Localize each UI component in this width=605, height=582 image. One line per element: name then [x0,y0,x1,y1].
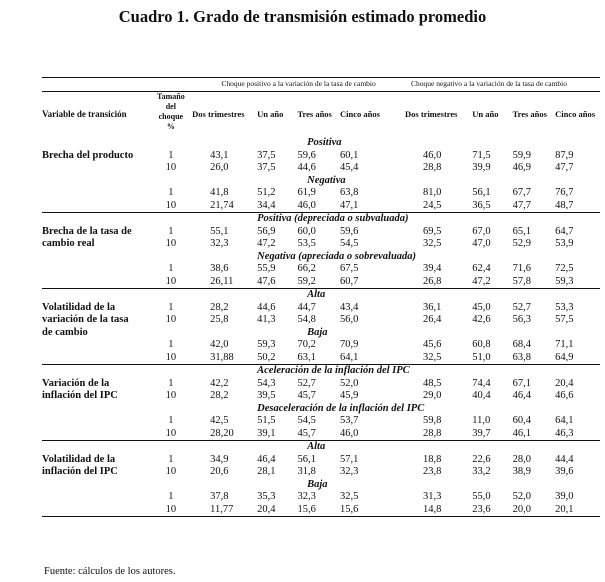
variable-name: Volatilidad de la [42,453,116,465]
spacer-cell [150,441,193,454]
value-cell: 68,4 [512,339,531,350]
value-cell: 47,1 [340,200,405,213]
value-cell: 26,0 [210,162,229,173]
value-cell: 31,8 [297,466,316,477]
value-cell: 60,4 [512,415,531,426]
value-cell: 51,2 [257,187,276,198]
value-cell: 36,1 [423,301,442,313]
header-variable: Variable de transición [42,91,150,137]
value-cell: 28,20 [192,428,257,441]
spacer-cell [150,213,193,226]
variable-name: cambio real [42,238,95,249]
regime-label-row [42,403,600,416]
value-cell: 81,0 [423,187,442,198]
value-cell: 15,6 [340,504,405,517]
table-row [42,226,600,239]
spacer-cell [192,441,257,454]
variable-name: Brecha de la tasa de [42,225,132,237]
value-cell: 64,1 [340,352,405,365]
regime-label: Baja [307,478,328,490]
value-cell: 45,0 [472,301,491,313]
variable-name: de cambio [42,326,88,338]
variable-name: Variación de la [42,377,110,389]
value-cell: 44,7 [297,301,316,313]
value-cell: 37,8 [210,491,229,502]
value-cell: 39,0 [555,491,574,502]
value-cell: 50,2 [257,352,297,365]
header-shock-size [150,91,193,137]
value-cell: 25,8 [210,314,229,325]
table-row [42,263,600,276]
value-cell: 60,0 [297,225,316,237]
value-cell: 66,2 [297,263,316,274]
regime-label: Positiva [307,137,342,148]
shock-size: 10 [150,276,193,289]
header-col: Dos trimestres [192,91,257,137]
spacer-cell [42,137,150,150]
value-cell: 46,9 [512,162,531,173]
regime-label: Aceleración de la inflación del IPC [257,365,600,378]
value-cell: 45,6 [423,339,442,350]
value-cell: 52,0 [512,491,531,502]
variable-name-cell [42,352,150,365]
table-row [42,314,600,327]
value-cell: 76,7 [555,187,574,198]
value-cell: 64,1 [555,415,574,426]
column-header-row [42,91,600,137]
value-cell: 52,7 [297,377,316,389]
value-cell: 60,7 [340,276,405,289]
value-cell: 20,1 [555,504,600,517]
variable-name-cell [42,162,150,175]
value-cell: 26,11 [192,276,257,289]
spacer-cell [150,327,193,340]
value-cell: 43,4 [340,301,359,313]
value-cell: 47,0 [472,238,491,249]
value-cell: 70,2 [297,339,316,350]
spacer-cell [192,479,257,492]
value-cell: 39,5 [257,390,276,401]
shock-size: 1 [168,453,174,465]
value-cell: 46,0 [340,428,405,441]
value-cell: 43,1 [210,149,229,161]
shock-size: 1 [168,187,174,198]
value-cell: 23,6 [472,504,512,517]
value-cell: 38,6 [210,263,229,274]
value-cell: 54,3 [257,377,276,389]
value-cell: 61,9 [297,187,316,198]
header-col: Cinco años [340,91,405,137]
table-row [42,491,600,504]
regime-label-row [42,137,600,150]
value-cell: 53,9 [555,238,574,249]
table-row [42,428,600,441]
value-cell: 39,4 [423,263,442,274]
value-cell: 46,3 [555,428,600,441]
regime-label-row [42,365,600,378]
variable-name-cell [42,491,150,504]
value-cell: 32,3 [340,466,359,477]
value-cell: 63,1 [297,352,340,365]
spacer-cell [192,213,257,226]
value-cell: 42,2 [210,377,229,389]
value-cell: 56,3 [512,314,531,325]
value-cell: 56,9 [257,225,276,237]
variable-name: Volatilidad de la [42,301,116,313]
table-row [42,302,600,315]
value-cell: 52,9 [512,238,531,249]
table-row [42,504,600,517]
value-cell: 54,5 [297,415,316,426]
table-row [42,150,600,163]
value-cell: 23,8 [423,466,442,477]
value-cell: 64,9 [555,352,600,365]
value-cell: 40,4 [472,390,491,401]
spacer-cell [42,479,150,492]
value-cell: 20,6 [210,466,229,477]
value-cell: 45,9 [340,390,359,401]
spacer-cell [42,403,150,416]
variable-name-cell [42,263,150,276]
shock-size: 10 [165,162,177,173]
spacer-cell [192,137,257,150]
variable-name-cell [42,200,150,213]
value-cell: 39,9 [472,162,491,173]
spacer-cell [42,251,150,264]
variable-name: inflación del IPC [42,466,118,477]
header-size-line: % [166,121,175,131]
spacer-cell [42,289,150,302]
value-cell: 51,5 [257,415,276,426]
value-cell: 52,7 [512,301,531,313]
regime-label-row [42,441,600,454]
value-cell: 11,77 [192,504,257,517]
value-cell: 57,5 [555,314,574,325]
header-size-line: Tamaño [156,91,185,101]
spacer-cell [42,213,150,226]
value-cell: 59,3 [257,339,276,350]
spacer-cell [192,403,257,416]
shock-size: 1 [168,301,174,313]
value-cell: 57,1 [340,453,359,465]
value-cell: 71,5 [472,149,491,161]
value-cell: 24,5 [405,200,472,213]
regime-label: Positiva (depreciada o subvaluada) [257,213,600,226]
value-cell: 59,9 [512,149,531,161]
value-cell: 87,9 [555,149,574,161]
header-col: Tres años [513,91,556,137]
value-cell: 59,3 [555,276,600,289]
spacer-cell [150,289,193,302]
table-row [42,238,600,251]
value-cell: 11,0 [472,415,491,426]
value-cell: 20,4 [555,377,574,389]
value-cell: 62,4 [472,263,491,274]
value-cell: 64,7 [555,225,574,237]
shock-size: 1 [168,339,174,350]
header-col: Tres años [297,91,340,137]
value-cell: 72,5 [555,263,574,274]
value-cell: 71,1 [555,339,574,350]
regime-label: Alta [257,441,600,454]
value-cell: 33,2 [472,466,491,477]
value-cell: 37,5 [257,149,276,161]
value-cell: 20,0 [513,504,556,517]
shock-size: 1 [168,415,174,426]
regime-label: Desaceleración de la inflación del IPC [257,402,425,414]
spacer-cell [192,175,257,188]
value-cell: 39,6 [555,466,574,477]
shock-size: 10 [165,390,177,401]
value-cell: 53,7 [340,415,359,426]
shock-size: 10 [150,428,193,441]
value-cell: 41,8 [210,187,229,198]
spacer-cell [150,175,193,188]
value-cell: 46,0 [297,200,340,213]
regime-label: Alta [257,289,600,302]
variable-name-cell [42,339,150,352]
table-row [42,187,600,200]
value-cell: 63,8 [340,187,359,198]
table-row [42,200,600,213]
regime-label-row [42,479,600,492]
value-cell: 70,9 [340,339,359,350]
value-cell: 56,1 [297,453,316,465]
table-row [42,466,600,479]
variable-name-cell [42,428,150,441]
value-cell: 34,4 [257,200,297,213]
regime-label: Baja [307,326,328,338]
shock-size: 10 [165,466,177,477]
spacer-cell [42,441,150,454]
value-cell: 14,8 [405,504,472,517]
value-cell: 42,6 [472,314,491,325]
regime-label: Negativa (apreciada o sobrevaluada) [257,250,417,262]
value-cell: 55,1 [210,225,229,237]
value-cell: 45,7 [297,428,340,441]
shock-size: 10 [165,314,177,325]
value-cell: 47,7 [513,200,556,213]
variable-name: inflación del IPC [42,390,118,401]
value-cell: 18,8 [423,453,442,465]
spacer-cell [192,365,257,378]
value-cell: 28,8 [423,162,442,173]
variable-name: Brecha del producto [42,149,134,161]
value-cell: 60,8 [472,339,491,350]
value-cell: 35,3 [257,491,276,502]
value-cell: 28,2 [210,390,229,401]
table-title: Cuadro 1. Grado de transmisión estimado promedio [118,7,487,26]
header-col: Dos trimestres [405,91,472,137]
table-row [42,454,600,467]
value-cell: 37,5 [257,162,276,173]
regime-label-row [42,289,600,302]
value-cell: 46,4 [512,390,531,401]
value-cell: 47,6 [257,276,297,289]
variable-name-cell [42,187,150,200]
value-cell: 45,7 [297,390,316,401]
group-header-negative: Choque negativo a la variación de la tasa de cambio [405,78,600,92]
value-cell: 56,1 [472,187,491,198]
value-cell: 22,6 [472,453,491,465]
table-row [42,352,600,365]
value-cell: 46,6 [555,390,574,401]
shock-size: 10 [150,504,193,517]
value-cell: 46,4 [257,453,276,465]
table-row [42,390,600,403]
spacer-cell [150,479,193,492]
variable-name: variación de la tasa [42,314,129,325]
value-cell: 46,1 [513,428,556,441]
regime-label: Negativa [307,174,346,186]
shock-size: 1 [168,149,174,161]
value-cell: 47,2 [257,238,276,249]
shock-size: 1 [168,377,174,389]
value-cell: 55,0 [472,491,491,502]
regime-label-row [42,213,600,226]
value-cell: 54,5 [340,238,359,249]
value-cell: 28,1 [257,466,276,477]
header-col: Un año [257,91,297,137]
spacer-cell [192,327,257,340]
value-cell: 38,9 [512,466,531,477]
table-row [42,378,600,391]
value-cell: 45,4 [340,162,359,173]
value-cell: 67,5 [340,263,359,274]
value-cell: 51,0 [472,352,512,365]
value-cell: 59,2 [297,276,340,289]
source-note: Fuente: cálculos de los autores. [44,566,176,577]
value-cell: 21,74 [192,200,257,213]
value-cell: 32,5 [423,238,442,249]
value-cell: 34,9 [210,453,229,465]
value-cell: 59,6 [297,149,316,161]
value-cell: 54,8 [297,314,316,325]
value-cell: 67,7 [512,187,531,198]
header-col: Cinco años [555,91,600,137]
value-cell: 26,8 [405,276,472,289]
value-cell: 67,1 [512,377,531,389]
value-cell: 57,8 [513,276,556,289]
table-row [42,339,600,352]
variable-name-cell [42,276,150,289]
value-cell: 32,5 [405,352,472,365]
spacer-cell [150,251,193,264]
shock-size: 1 [168,491,174,502]
value-cell: 31,3 [423,491,442,502]
value-cell: 56,0 [340,314,359,325]
value-cell: 32,3 [297,491,316,502]
shock-size: 1 [168,225,174,237]
value-cell: 28,2 [210,301,229,313]
variable-name-cell [42,504,150,517]
table-row [42,415,600,428]
value-cell: 28,0 [512,453,531,465]
regime-label-row [42,327,600,340]
spacer-cell [150,365,193,378]
table-row [42,276,600,289]
spacer-cell [192,289,257,302]
regime-label-row [42,175,600,188]
value-cell: 26,4 [423,314,442,325]
header-col: Un año [472,91,512,137]
spacer-cell [150,403,193,416]
value-cell: 28,8 [405,428,472,441]
value-cell: 63,8 [513,352,556,365]
value-cell: 42,5 [210,415,229,426]
transmission-table [42,77,600,517]
value-cell: 15,6 [297,504,340,517]
value-cell: 52,0 [340,377,359,389]
value-cell: 31,88 [192,352,257,365]
value-cell: 60,1 [340,149,359,161]
value-cell: 48,5 [423,377,442,389]
group-header-row [42,78,600,92]
value-cell: 59,8 [423,415,442,426]
spacer-cell [150,137,193,150]
value-cell: 39,7 [472,428,512,441]
value-cell: 53,3 [555,301,574,313]
value-cell: 65,1 [512,225,531,237]
value-cell: 20,4 [257,504,297,517]
group-header-positive: Choque positivo a la variación de la tasa de cambio [192,78,405,92]
value-cell: 47,7 [555,162,574,173]
value-cell: 47,2 [472,276,512,289]
variable-name-cell [42,415,150,428]
value-cell: 32,3 [210,238,229,249]
shock-size: 10 [165,238,177,249]
value-cell: 59,6 [340,225,359,237]
header-size-line: del [165,101,176,111]
value-cell: 32,5 [340,491,359,502]
spacer-cell [42,365,150,378]
value-cell: 46,0 [423,149,442,161]
value-cell: 42,0 [210,339,229,350]
spacer-cell [192,251,257,264]
table-row [42,162,600,175]
value-cell: 74,4 [472,377,491,389]
spacer-cell [42,175,150,188]
value-cell: 69,5 [423,225,442,237]
value-cell: 55,9 [257,263,276,274]
shock-size: 10 [150,352,193,365]
shock-size: 1 [168,263,174,274]
value-cell: 44,6 [257,301,276,313]
header-size-line: choque [158,111,184,121]
regime-label-row [42,251,600,264]
value-cell: 44,6 [297,162,316,173]
value-cell: 71,6 [512,263,531,274]
value-cell: 41,3 [257,314,276,325]
shock-size: 10 [150,200,193,213]
value-cell: 48,7 [555,200,600,213]
value-cell: 39,1 [257,428,297,441]
value-cell: 53,5 [297,238,316,249]
value-cell: 44,4 [555,453,574,465]
value-cell: 29,0 [423,390,442,401]
value-cell: 36,5 [472,200,512,213]
value-cell: 67,0 [472,225,491,237]
